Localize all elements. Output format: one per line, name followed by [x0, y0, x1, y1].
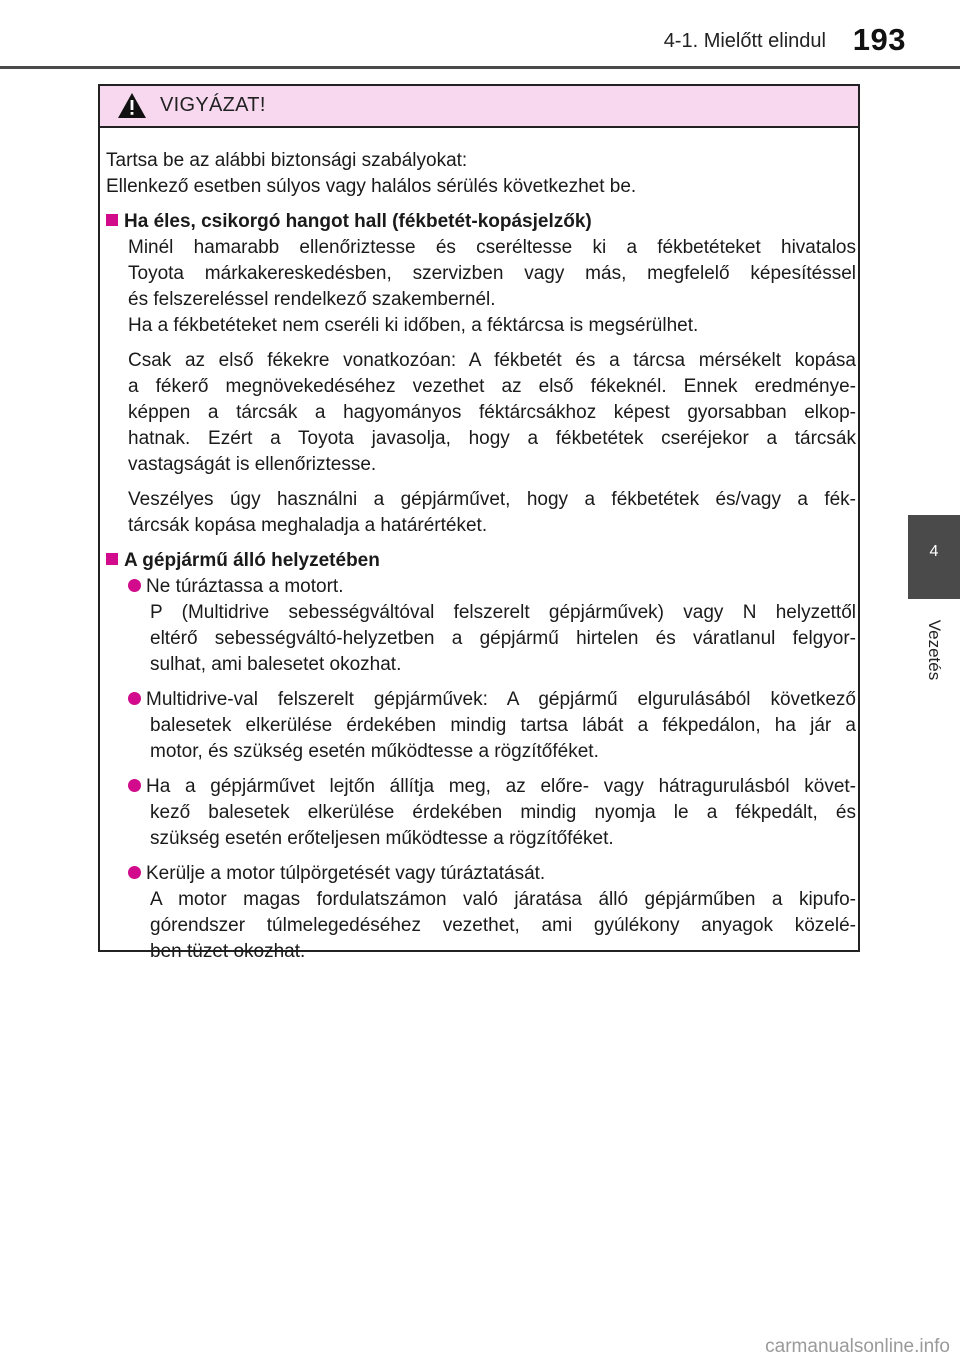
text-line: eltérő sebességváltó-helyzetben a gépjármű hirtelen és váratlanul felgyor-: [150, 628, 856, 649]
text-line: sulhat, ami balesetet okozhat.: [150, 654, 402, 675]
text-line: balesetek elkerülése érdekében mindig tartsa lábát a fékpedálon, ha jár a: [150, 715, 856, 736]
caution-title: VIGYÁZAT!: [160, 94, 266, 116]
text-line: Veszélyes úgy használni a gépjárművet, hogy a fékbetétek és/vagy a fék-: [128, 489, 856, 510]
intro: [106, 148, 856, 200]
intro-line: Ellenkező esetben súlyos vagy halálos sérülés következhet be.: [106, 176, 637, 197]
text-line: motor, és szükség esetén működtesse a rögzítőféket.: [150, 741, 599, 762]
intro-line: Tartsa be az alábbi biztonsági szabályokat:: [106, 150, 468, 171]
watermark: carmanualsonline.info: [765, 1336, 950, 1357]
section-heading-text: Ha éles, csikorgó hangot hall (fékbetét-kopásjelzők): [124, 211, 592, 232]
paragraph: [106, 487, 856, 539]
chapter-label: Vezetés: [925, 619, 944, 681]
bullet-item: [106, 774, 856, 852]
text-line: tárcsák kopása meghaladja a határértéket.: [128, 515, 488, 536]
circle-bullet-icon: [128, 692, 141, 705]
bullet-text: Multidrive-val felszerelt gépjárművek: A gépjármű elgurulásából következő: [146, 689, 856, 710]
circle-bullet-icon: [128, 866, 141, 879]
bullet-item: [106, 574, 856, 678]
bullet-item: [106, 861, 856, 965]
paragraph: [106, 348, 856, 478]
text-line: vastagságát is ellenőriztesse.: [128, 454, 377, 475]
header-rule: [0, 66, 960, 69]
section-heading: [106, 209, 856, 235]
text-line: Toyota márkakereskedésben, szervizben vagy más, megfelelő képesítéssel: [128, 263, 856, 284]
text-line: A motor magas fordulatszámon való járatása álló gépjárműben a kipufo-: [150, 889, 856, 910]
text-line: kező balesetek elkerülése érdekében mindig nyomja le a fékpedált, és: [150, 802, 856, 823]
bullet-text: Kerülje a motor túlpörgetését vagy túráztatását.: [146, 863, 546, 884]
text-line: P (Multidrive sebességváltóval felszerelt gépjárművek) vagy N helyzettől: [150, 602, 856, 623]
square-bullet-icon: [106, 553, 118, 565]
text-line: szükség esetén erőteljesen működtesse a rögzítőféket.: [150, 828, 614, 849]
text-line: ben tüzet okozhat.: [150, 941, 306, 962]
paragraph: [106, 235, 856, 339]
caution-body: [106, 148, 856, 965]
text-line: [128, 687, 856, 713]
page-number: 193: [852, 22, 906, 57]
text-line: górendszer túlmelegedéséhez vezethet, ami gyúlékony anyagok közelé-: [150, 915, 856, 936]
square-bullet-icon: [106, 214, 118, 226]
text-line: Csak az első fékekre vonatkozóan: A fékbetét és a tárcsa mérsékelt kopása: [128, 350, 856, 371]
chapter-tab[interactable]: 4: [908, 515, 960, 599]
bullet-text: Ne túráztassa a motort.: [146, 576, 344, 597]
caution-box: [98, 84, 860, 962]
warning-triangle-icon: [117, 92, 147, 119]
text-line: Minél hamarabb ellenőriztesse és cseréltesse ki a fékbetéteket hivatalos: [128, 237, 856, 258]
caution-header: [100, 86, 858, 128]
section-heading-text: A gépjármű álló helyzetében: [124, 550, 380, 571]
text-line: képpen a tárcsák a hagyományos féktárcsákhoz képest gyorsabban elkop-: [128, 402, 856, 423]
bullet-text: Ha a gépjárművet lejtőn állítja meg, az előre- vagy hátragurulásból követ-: [146, 776, 856, 797]
text-line: [128, 861, 856, 887]
section-title: 4-1. Mielőtt elindul: [663, 30, 826, 52]
bullet-item: [106, 687, 856, 765]
text-line: Ha a fékbetéteket nem cseréli ki időben, a féktárcsa is megsérülhet.: [128, 315, 699, 336]
text-line: a fékerő megnövekedéséhez vezethet az első fékeknél. Ennek eredménye-: [128, 376, 856, 397]
text-line: hatnak. Ezért a Toyota javasolja, hogy a fékbetétek cseréjekor a tárcsák: [128, 428, 856, 449]
section-heading: [106, 548, 856, 574]
text-line: [128, 574, 856, 600]
circle-bullet-icon: [128, 579, 141, 592]
text-line: [128, 774, 856, 800]
circle-bullet-icon: [128, 779, 141, 792]
text-line: és felszereléssel rendelkező szakembernél.: [128, 289, 496, 310]
